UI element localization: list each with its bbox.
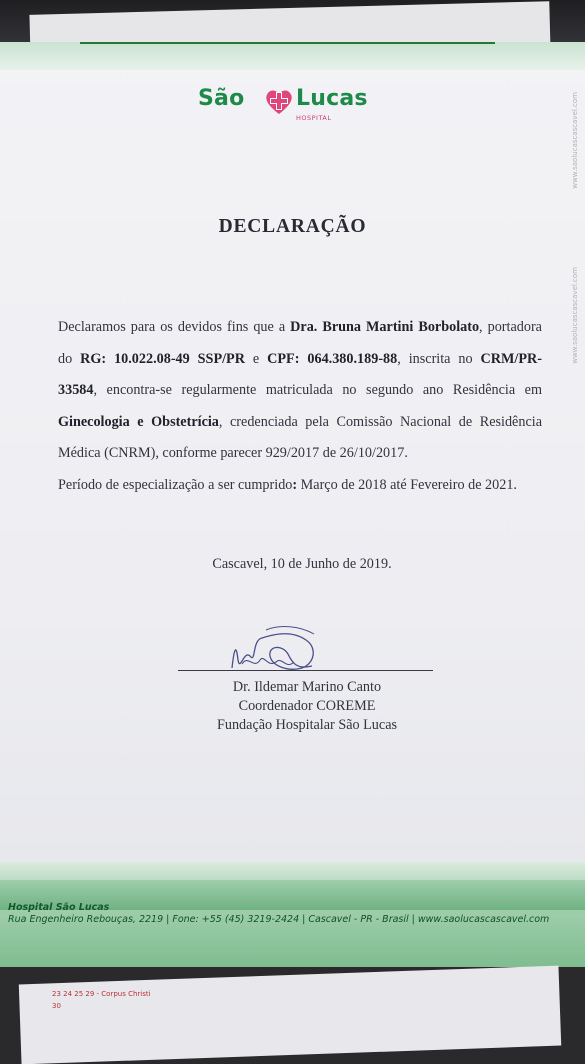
text-run: , credenciada pela Comissão Nacional de Residência Médica (CNRM), conforme parecer 929/2017 de 26/10/2017. [58,413,542,461]
paragraph-main [58,312,542,470]
colon: : [292,476,298,493]
calendar-sheet-below [19,966,561,1064]
signer-block [0,678,585,735]
footer-hospital-name: Hospital São Lucas [8,902,110,913]
side-watermark-1: www.saolucascascavel.com [571,92,579,189]
text-run: Período de especialização a ser cumprido [58,476,293,493]
heart-cross-icon [262,84,296,118]
specialty: Ginecologia e Obstetrícia [58,413,219,430]
text-run: , inscrita no [397,350,481,367]
text-run: , portadora do [58,319,542,367]
rg-number: RG: 10.022.08-49 SSP/PR [80,350,245,367]
text-run: , encontra-se regularmente matriculada no segundo ano Residência em [93,382,542,398]
text-run: e [244,350,268,367]
document-sheet [0,42,585,967]
calendar-line-1: 23 24 25 29 - Corpus Christi [52,990,151,998]
top-band [0,42,585,70]
paragraph-period [58,470,542,502]
crm-number: CRM/PR- 33584 [58,350,542,398]
text-run: Março de 2018 até Fevereiro de 2021. [297,476,517,493]
signature-image [222,620,332,682]
calendar-line-2: 30 [52,1002,61,1010]
signer-name: Dr. Ildemar Marino Canto [232,679,382,695]
signer-role: Coordenador COREME [238,698,376,714]
signer-org: Fundação Hospitalar São Lucas [216,717,398,733]
signature-line [178,670,433,671]
logo-subtitle: HOSPITAL [296,114,332,122]
logo-name-right: Lucas [296,86,368,111]
document-title: DECLARAÇÃO [218,216,367,237]
cpf-number: CPF: 064.380.189-88 [267,350,398,367]
footer-address: Rua Engenheiro Rebouças, 2219 | Fone: +55 (45) 3219-2424 | Cascavel - PR - Brasil | www.saolucascascavel.com [8,914,550,925]
side-watermark-2: www.saolucascascavel.com [571,267,579,364]
text-run: Declaramos para os devidos fins que a [58,319,291,335]
hospital-logo [198,86,388,136]
document-body [58,312,542,501]
document-date: Cascavel, 10 de Junho de 2019. [212,556,392,572]
top-line [80,42,495,44]
logo-name-left: São [198,86,245,111]
doctor-name: Dra. Bruna Martini Borbolato [290,319,480,335]
